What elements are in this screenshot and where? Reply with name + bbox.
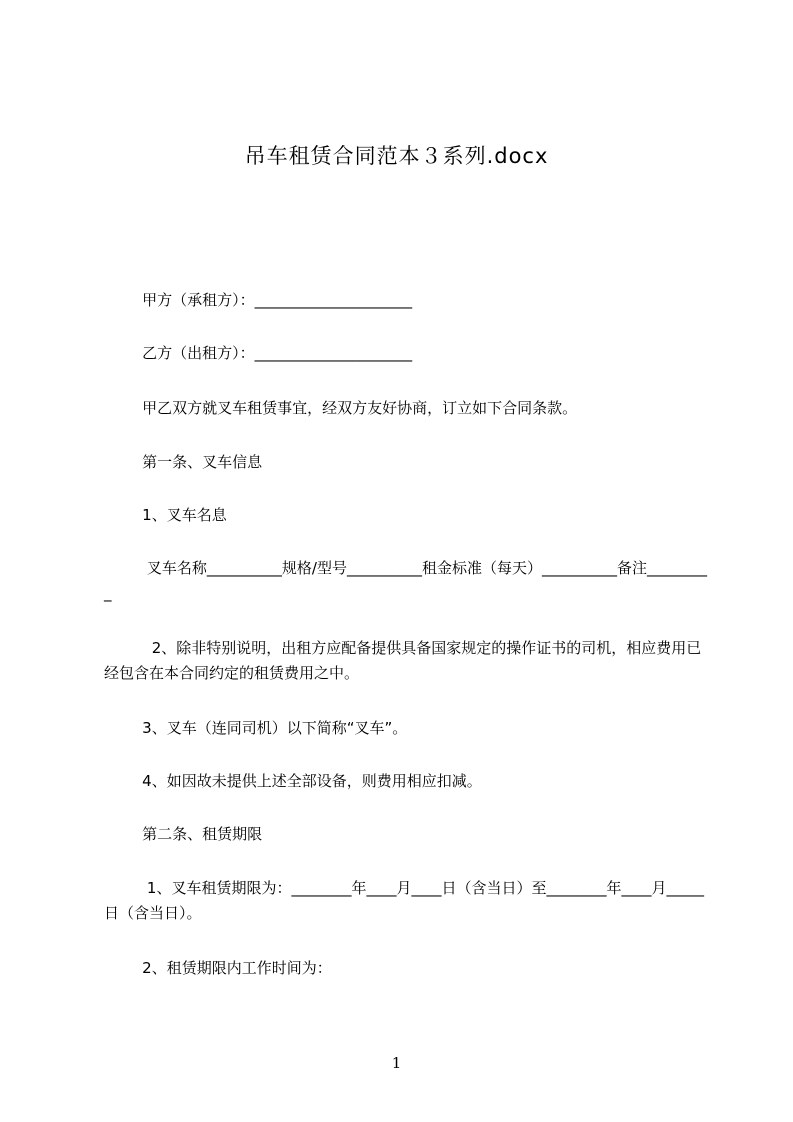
clause-1-2: 2、除非特别说明，出租方应配备提供具备国家规定的操作证书的司机，相应费用已经包含在本合同约定的租赁费用之中。 (104, 639, 702, 682)
intro-paragraph: 甲乙双方就叉车租赁事宜，经双方友好协商，订立如下合同条款。 (104, 399, 578, 417)
article-1-heading: 第一条、叉车信息 (104, 453, 263, 471)
clause-2-2: 2、租赁期限内工作时间为： (104, 959, 332, 977)
page-number: 1 (391, 1054, 402, 1072)
party-a-line: 甲方（承租方）：_____________________ (104, 291, 413, 309)
clause-2-1: 1、叉车租赁期限为：________年____月____日（含当日）至________年____月_____日（含当日）。 (104, 879, 704, 922)
clause-1-4: 4、如因故未提供上述全部设备，则费用相应扣减。 (104, 772, 482, 790)
article-2-heading: 第二条、租赁期限 (104, 825, 263, 843)
clause-1-3: 3、叉车（连同司机）以下简称“叉车”。 (104, 719, 408, 737)
forklift-info-line: 叉车名称__________规格/型号__________租金标准（每天）__________备注_________ (104, 559, 707, 602)
clause-1-1: 1、叉车名息 (104, 506, 227, 524)
party-b-line: 乙方（出租方）：_____________________ (104, 344, 413, 362)
document-title: 吊车租赁合同范本３系列.docx (244, 144, 549, 168)
